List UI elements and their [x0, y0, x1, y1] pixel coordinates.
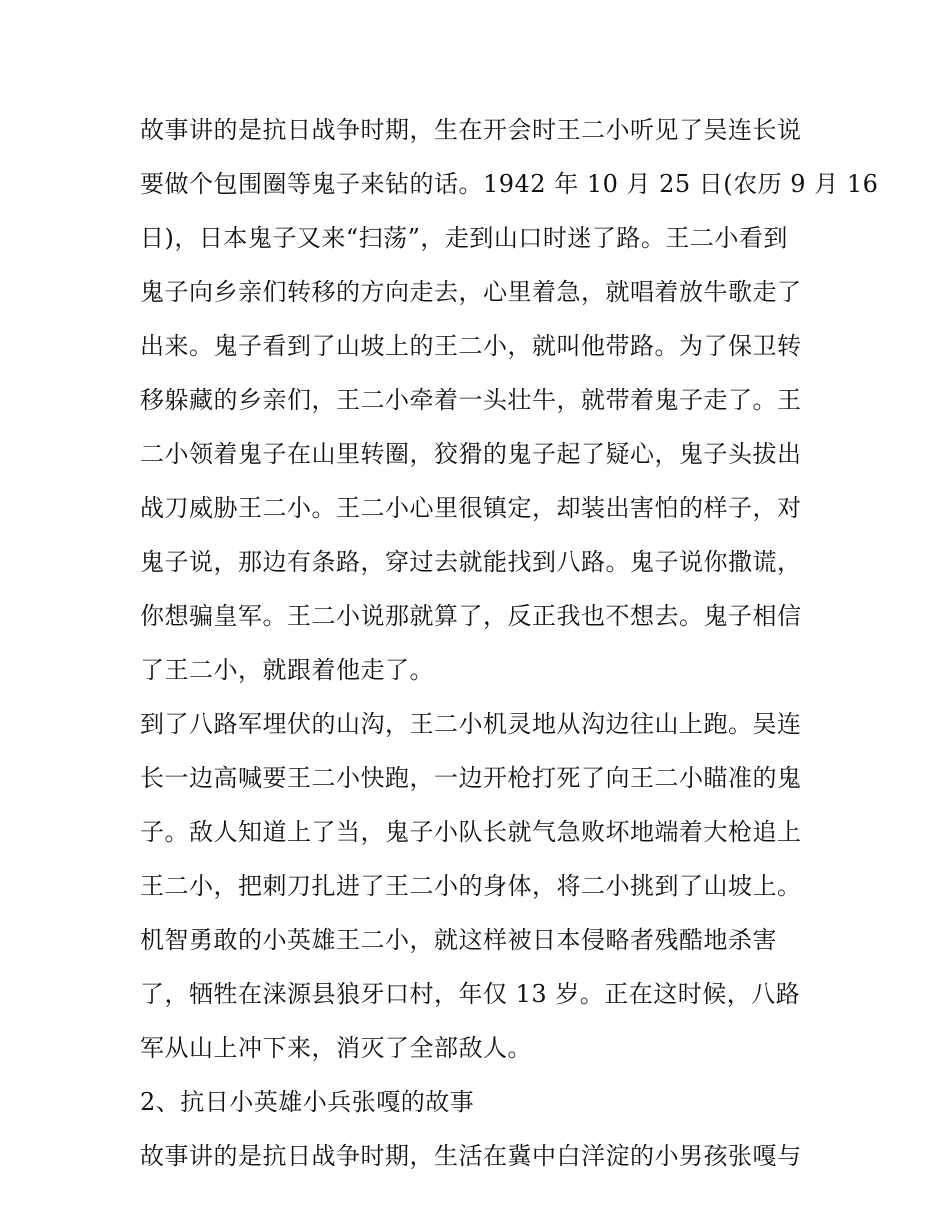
text-line: 战刀威胁王二小。王二小心里很镇定，却装出害怕的样子，对: [140, 494, 802, 522]
text-line: 移躲藏的乡亲们，王二小牵着一头壮牛，就带着鬼子走了。王: [140, 386, 802, 414]
text-line: 军从山上冲下来，消灭了全部敌人。: [140, 1034, 532, 1062]
text-line: 要做个包围圈等鬼子来钻的话。1942 年 10 月 25 日(农历 9 月 16: [140, 170, 879, 198]
text-line: 了，牺牲在涞源县狼牙口村，年仅 13 岁。正在这时候，八路: [140, 980, 801, 1008]
text-line: 故事讲的是抗日战争时期，生活在冀中白洋淀的小男孩张嘎与: [140, 1142, 802, 1170]
text-line: 鬼子说，那边有条路，穿过去就能找到八路。鬼子说你撒谎，: [140, 548, 802, 576]
text-line: 子。敌人知道上了当，鬼子小队长就气急败坏地端着大枪追上: [140, 818, 802, 846]
text-line: 出来。鬼子看到了山坡上的王二小，就叫他带路。为了保卫转: [140, 332, 802, 360]
text-line: 你想骗皇军。王二小说那就算了，反正我也不想去。鬼子相信: [140, 602, 802, 630]
text-line: 长一边高喊要王二小快跑，一边开枪打死了向王二小瞄准的鬼: [140, 764, 802, 792]
text-line: 了王二小，就跟着他走了。: [140, 656, 434, 684]
text-line: 王二小，把刺刀扎进了王二小的身体，将二小挑到了山坡上。: [140, 872, 802, 900]
text-line: 到了八路军埋伏的山沟，王二小机灵地从沟边往山上跑。吴连: [140, 710, 802, 738]
document-body: [140, 103, 879, 1183]
text-line: 鬼子向乡亲们转移的方向走去，心里着急，就唱着放牛歌走了: [140, 278, 802, 306]
text-line: 二小领着鬼子在山里转圈，狡猾的鬼子起了疑心，鬼子头拔出: [140, 440, 802, 468]
text-line: 机智勇敢的小英雄王二小，就这样被日本侵略者残酷地杀害: [140, 926, 777, 954]
text-line: 故事讲的是抗日战争时期，生在开会时王二小听见了吴连长说: [140, 116, 802, 144]
text-line: 日)，日本鬼子又来“扫荡”，走到山口时迷了路。王二小看到: [140, 224, 788, 252]
section-heading: 2、抗日小英雄小兵张嘎的故事: [140, 1088, 475, 1116]
